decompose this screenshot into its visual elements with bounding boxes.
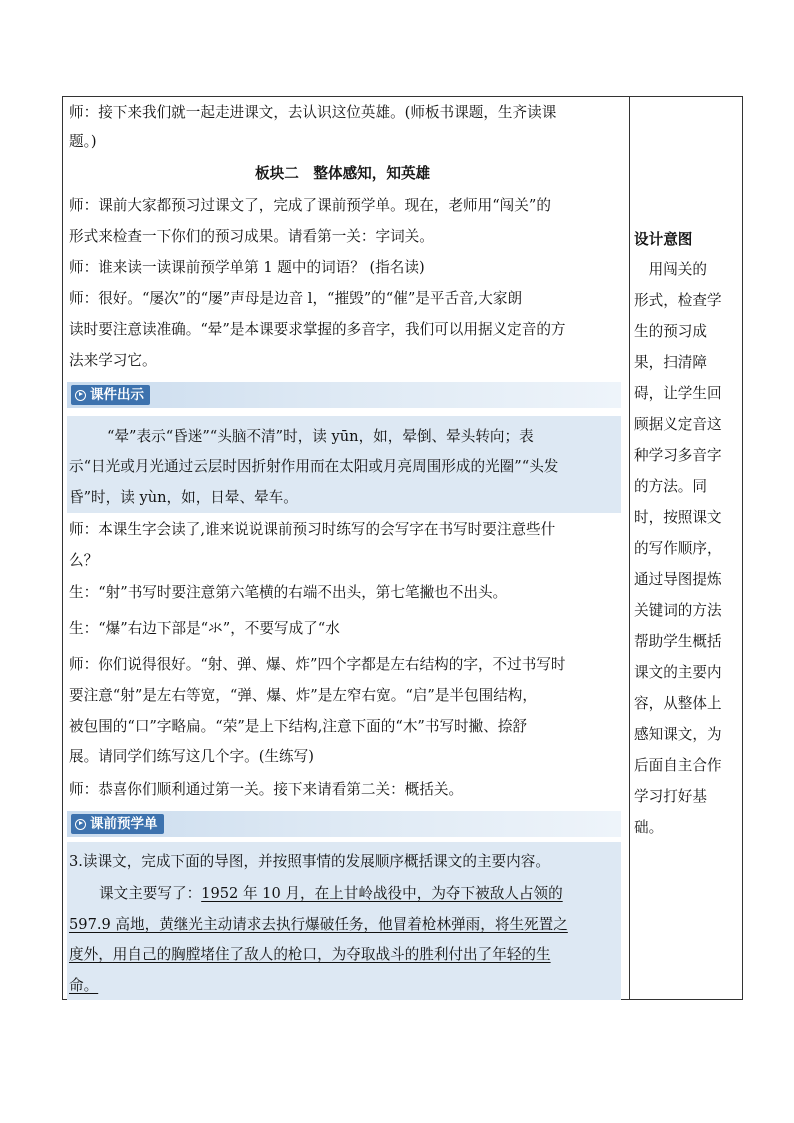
design-intent-line: 生的预习成	[634, 323, 707, 340]
courseware-tag	[71, 385, 150, 405]
courseware-line-1: “晕”表示“昏迷”“头脑不清”时，读 yūn，如，晕倒、晕头转向；表	[107, 428, 534, 445]
answer-line-4: 命。	[69, 977, 99, 994]
courseware-line-2: 示“日光或月光通过云层时因折射作用而在太阳或月亮周围形成的光圈”“头发	[69, 458, 559, 475]
intro-line-2: 题。)	[69, 133, 97, 150]
design-intent-line: 后面自主合作	[634, 757, 722, 774]
p5-line-3: 被包围的“口”字略扁。“荣”是上下结构,注意下面的“木”书写时撇、捺舒	[69, 718, 528, 735]
design-intent-line: 础。	[634, 819, 664, 836]
courseware-tag-label: 课件出示	[90, 387, 144, 403]
design-intent-line: 果，扫清障	[634, 354, 707, 371]
preview-tag-label: 课前预学单	[90, 816, 158, 832]
design-intent-line: 时，按照课文	[634, 509, 722, 526]
courseware-line-3: 昏”时，读 yùn，如，日晕、晕车。	[69, 489, 298, 506]
design-intent-line: 关键词的方法	[634, 602, 722, 619]
column-divider	[629, 97, 630, 999]
design-intent-line: 顾据义定音这	[634, 416, 722, 433]
design-intent-line: 课文的主要内	[634, 664, 722, 681]
answer-line-3: 度外，用自己的胸膛堵住了敌人的枪口，为夺取战斗的胜利付出了年轻的生	[69, 946, 551, 963]
p5-line-2: 要注意“射”是左右等宽，“弹、爆、炸”是左窄右宽。“启”是半包围结构，	[69, 687, 537, 704]
design-intent-line: 碍，让学生回	[634, 385, 722, 402]
answer-line-2: 597.9 高地，黄继光主动请求去执行爆破任务，他冒着枪林弹雨，将生死置之	[69, 916, 568, 933]
p3-line-2: 读时要注意读准确。“晕”是本课要求掌握的多音字，我们可以用据义定音的方	[69, 321, 566, 338]
intro-line-1: 师：接下来我们就一起走进课文，去认识这位英雄。(师板书课题，生齐读课	[69, 104, 557, 121]
design-intent-line: 形式，检查学	[634, 292, 722, 309]
lesson-table	[62, 96, 743, 1000]
design-intent-line: 学习打好基	[634, 788, 707, 805]
preview-tag	[71, 814, 164, 834]
design-intent-line: 种学习多音字	[634, 447, 722, 464]
student-answer-2: 生：“爆”右边下部是“氺”，不要写成了“水	[69, 620, 340, 637]
design-intent-line: 帮助学生概括	[634, 633, 722, 650]
design-intent-line: 用闯关的	[634, 261, 707, 278]
p2-line: 师：谁来读一读课前预学单第 1 题中的词语？ (指名读)	[69, 259, 425, 276]
answer-line-1	[99, 884, 563, 904]
design-intent-line: 的方法。同	[634, 478, 707, 495]
p1-line-2: 形式来检查一下你们的预习成果。请看第一关：字词关。	[69, 228, 434, 245]
play-icon	[75, 819, 86, 830]
design-intent-line: 通过导图提炼	[634, 571, 722, 588]
p4-line-2: 么？	[69, 552, 99, 569]
design-intent-line: 的写作顺序，	[634, 540, 722, 557]
design-intent-line: 感知课文，为	[634, 726, 722, 743]
p5-line-1: 师：你们说得很好。“射、弹、爆、炸”四个字都是左右结构的字，不过书写时	[69, 656, 566, 673]
answer-prefix: 课文主要写了：	[99, 885, 202, 902]
task-line: 3.读课文，完成下面的导图，并按照事情的发展顺序概括课文的主要内容。	[69, 853, 550, 870]
p1-line-1: 师：课前大家都预习过课文了，完成了课前预学单。现在，老师用“闯关”的	[69, 197, 551, 214]
play-icon	[75, 390, 86, 401]
preview-banner	[67, 811, 621, 837]
p3-line-3: 法来学习它。	[69, 352, 157, 369]
p5-line-4: 展。请同学们练写这几个字。(生练写)	[69, 748, 314, 765]
answer-text-1: 1952 年 10 月，在上甘岭战役中，为夺下被敌人占领的	[201, 885, 563, 902]
section-title: 板块二 整体感知，知英雄	[255, 165, 431, 182]
p3-line-1: 师：很好。“屡次”的“屡”声母是边音 l，“摧毁”的“催”是平舌音,大家朗	[69, 290, 523, 307]
student-answer-1: 生：“射”书写时要注意第六笔横的右端不出头，第七笔撇也不出头。	[69, 584, 508, 601]
design-intent-title: 设计意图	[634, 231, 693, 248]
p4-line-1: 师：本课生字会读了,谁来说说课前预习时练写的会写字在书写时要注意些什	[69, 521, 556, 538]
design-intent-line: 容，从整体上	[634, 695, 722, 712]
p6-line: 师：恭喜你们顺利通过第一关。接下来请看第二关：概括关。	[69, 781, 464, 798]
courseware-banner	[67, 382, 621, 408]
